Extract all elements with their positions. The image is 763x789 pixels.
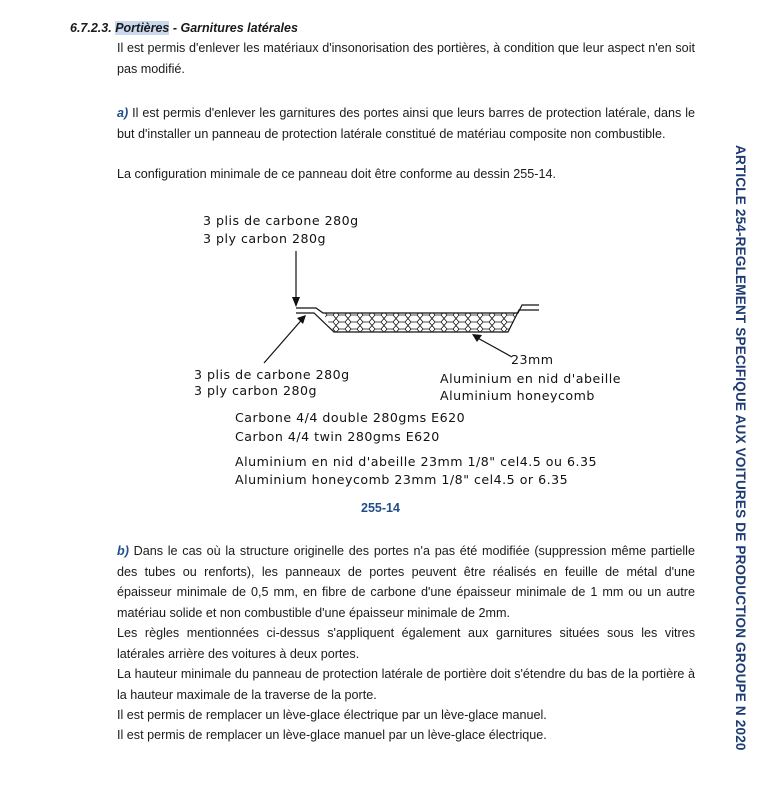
spec-alu-fr: Aluminium en nid d'abeille 23mm 1/8" cel4.5 ou 6.35 — [235, 454, 598, 469]
section-number: 6.7.2.3. — [70, 21, 112, 35]
spec-alu-en: Aluminium honeycomb 23mm 1/8" cel4.5 or 6.35 — [235, 472, 569, 487]
honeycomb-label-fr: Aluminium en nid d'abeille — [440, 371, 621, 386]
bottom-label-en: 3 ply carbon 280g — [194, 383, 317, 398]
paragraph-b-text: Dans le cas où la structure originelle des portes n'a pas été modifiée (suppression même partielle des tubes ou renforts), les panneaux de portes peuvent être réalisés en feuille de métal d'une épaisseur minimale de 0,5 mm, en fibre de carbone d'une épaisseur minimale de 1 mm ou un autre matériau solide et non combustible d'une épaisseur minimale de 2mm. — [117, 544, 695, 620]
top-label-fr: 3 plis de carbone 280g — [203, 213, 359, 228]
heading-title: - Garnitures latérales — [169, 21, 298, 35]
spec-carbon-en: Carbon 4/4 twin 280gms E620 — [235, 429, 440, 444]
heading-highlight: Portières — [115, 21, 170, 35]
top-label-en: 3 ply carbon 280g — [203, 231, 326, 246]
rules-paragraph: Les règles mentionnées ci-dessus s'appliquent également aux garnitures situées sous les vitres latérales arrière des voitures à deux portes. — [117, 626, 695, 661]
thickness-arrow — [474, 336, 512, 357]
paragraph-a-config: La configuration minimale de ce panneau doit être conforme au dessin 255-14. — [117, 167, 556, 181]
paragraph-a-text: Il est permis d'enlever les garnitures des portes ainsi que leurs barres de protection latérale, dans le but d'installer un panneau de protection latérale constitué de matériau composite non combustible. — [117, 106, 695, 141]
honeycomb-label-en: Aluminium honeycomb — [440, 388, 595, 403]
spec-carbon-fr: Carbone 4/4 double 280gms E620 — [235, 410, 466, 425]
intro-paragraph: Il est permis d'enlever les matériaux d'insonorisation des portières, à condition que leur aspect n'en soit pas modifié. — [117, 41, 695, 76]
height-paragraph: La hauteur minimale du panneau de protection latérale de portière doit s'étendre du bas de la portière à la hauteur maximale de la traverse de la porte. — [117, 667, 695, 702]
window-lift-line-2: Il est permis de remplacer un lève-glace manuel par un lève-glace électrique. — [117, 728, 547, 742]
top-skin — [296, 305, 539, 313]
paragraph-b — [117, 541, 695, 623]
figure-caption: 255-14 — [361, 501, 400, 515]
article-sidebar-title: ARTICLE 254-REGLEMENT SPECIFIQUE AUX VOITURES DE PRODUCTION GROUPE N 2020 — [733, 145, 748, 751]
bottom-label-fr: 3 plis de carbone 280g — [194, 367, 350, 382]
thickness-label: 23mm — [511, 352, 554, 367]
window-lift-line-1: Il est permis de remplacer un lève-glace électrique par un lève-glace manuel. — [117, 708, 547, 722]
paragraph-a-lead: a) — [117, 106, 129, 120]
bottom-arrow — [264, 316, 305, 363]
paragraph-b-lead: b) — [117, 544, 129, 558]
